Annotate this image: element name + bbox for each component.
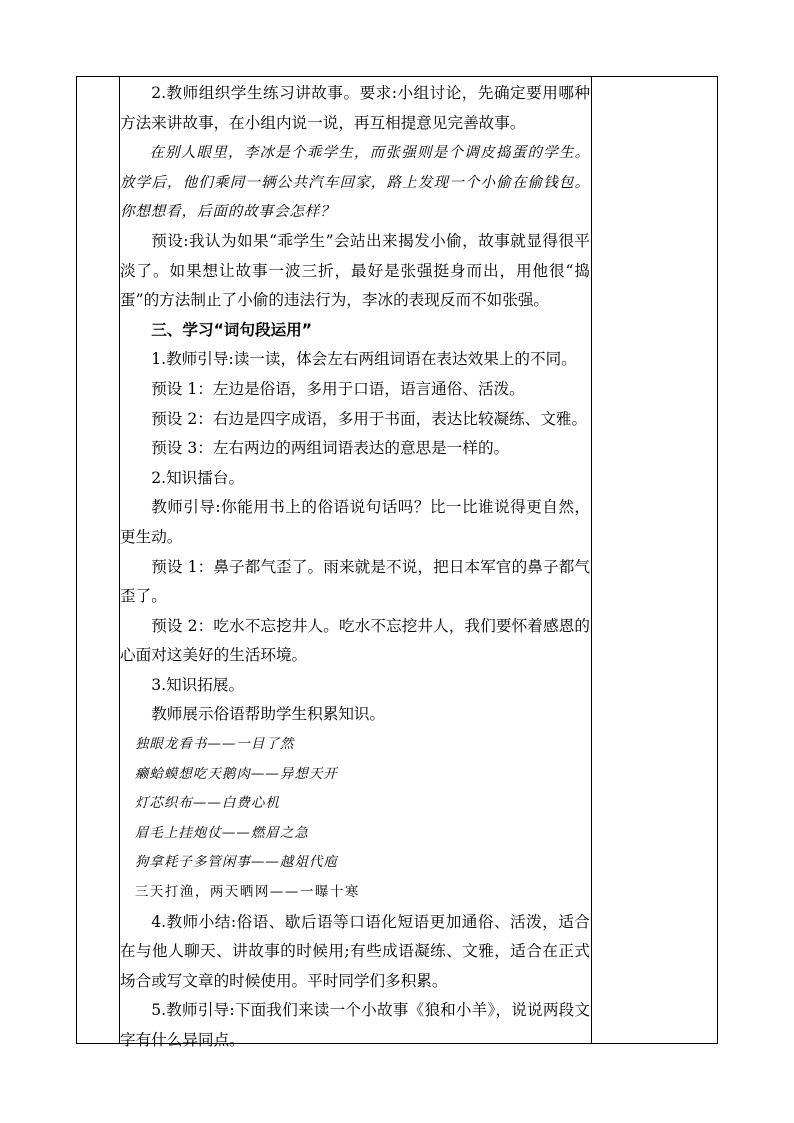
idiom-item: 眉毛上挂炮仗——燃眉之急 [134, 824, 309, 841]
paragraph: 预设 2：吃水不忘挖井人。吃水不忘挖井人，我们要怀着感恩的心面对这美好的生活环境。 [120, 616, 590, 665]
paragraph: 教师展示俗语帮助学生积累知识。 [151, 705, 386, 724]
paragraph: 2.知识擂台。 [151, 468, 245, 487]
paragraph: 2.教师组织学生练习讲故事。要求:小组讨论，先确定要用哪种方法来讲故事，在小组内说一说，再互相提意见完善故事。 [120, 84, 590, 132]
paragraph: 预设 3：左右两边的两组词语表达的意思是一样的。 [151, 439, 510, 458]
paragraph: 教师引导:你能用书上的俗语说句话吗？比一比谁说得更自然，更生动。 [120, 498, 590, 546]
paragraph: 预设 2：右边是四字成语，多用于书面，表达比较凝练、文雅。 [151, 409, 588, 428]
paragraph: 预设 1：鼻子都气歪了。雨来就是不说，把日本军官的鼻子都气歪了。 [120, 557, 590, 606]
paragraph-group-bottom [120, 908, 590, 1056]
paragraph: 5.教师引导:下面我们来读一个小故事《狼和小羊》，说说两段文字有什么异同点。 [120, 1001, 590, 1049]
paragraph: 预设 1：左边是俗语，多用于口语，语言通俗、活泼。 [151, 379, 525, 398]
paragraph-group-top [120, 79, 590, 730]
idiom-item: 灯芯织布——白费心机 [134, 795, 280, 812]
idiom-item: 三天打渔，两天晒网——一曝十寒 [134, 884, 360, 901]
column-divider-right [591, 77, 592, 1043]
lesson-content [120, 79, 590, 1056]
paragraph: 在别人眼里，李冰是个乖学生，而张强则是个调皮捣蛋的学生。放学后，他们乘同一辆公共汽车回家，路上发现一个小偷在偷钱包。你想想看，后面的故事会怎样？ [120, 144, 590, 221]
paragraph: 3.知识拓展。 [151, 675, 245, 694]
idiom-item: 独眼龙看书——一目了然 [134, 736, 295, 753]
paragraph: 4.教师小结:俗语、歇后语等口语化短语更加通俗、活泼，适合在与他人聊天、讲故事的时候用;有些成语凝练、文雅，适合在正式场合或写文章的时候使用。平时同学们多积累。 [120, 912, 590, 990]
paragraph: 预设:我认为如果“乖学生”会站出来揭发小偷，故事就显得很平淡了。如果想让故事一波三折，最好是张强挺身而出，用他很“捣蛋”的方法制止了小偷的违法行为，李冰的表现反而不如张强。 [120, 231, 590, 310]
section-heading: 三、学习“词句段运用” [151, 320, 313, 339]
idiom-item: 癞蛤蟆想吃天鹅肉——异想天开 [134, 765, 338, 782]
paragraph: 1.教师引导:读一读，体会左右两组词语在表达效果上的不同。 [151, 350, 577, 369]
idiom-item: 狗拿耗子多管闲事——越俎代庖 [134, 854, 338, 871]
idiom-list [120, 730, 590, 908]
